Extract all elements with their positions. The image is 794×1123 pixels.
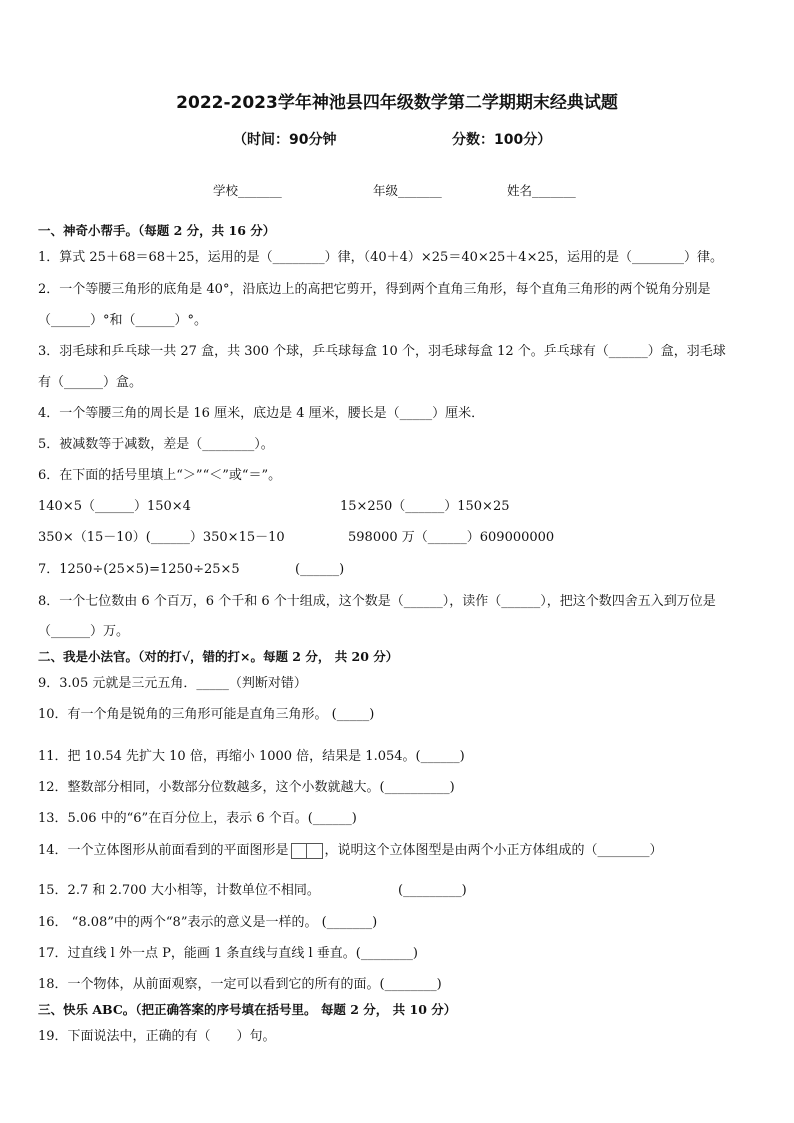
question-17: 17．过直线 l 外一点 P，能画 1 条直线与直线 l 垂直。(________) [38, 946, 418, 961]
question-6-item-c: 350×（15－10）(______）350×15－10 [38, 530, 285, 545]
question-9: 9．3.05 元就是三元五角．_____（判断对错） [38, 676, 307, 691]
question-15-answer-blank: (_________) [398, 883, 467, 898]
question-18: 18．一个物体，从前面观察，一定可以看到它的所有的面。(________) [38, 977, 442, 992]
question-1: 1．算式 25＋68＝68＋25，运用的是（________）律，（40＋4）×25＝40×25＋4×25，运用的是（________）律。 [38, 250, 724, 265]
school-field: 学校_______ [213, 183, 282, 198]
question-2-line-2: （______）°和（______）°。 [38, 313, 208, 328]
question-4: 4．一个等腰三角的周长是 16 厘米，底边是 4 厘米，腰长是（_____）厘米． [38, 406, 485, 421]
question-15: 15．2.7 和 2.700 大小相等，计数单位不相同。 [38, 883, 320, 898]
question-12: 12．整数部分相同，小数部分位数越多，这个小数就越大。(__________) [38, 780, 455, 795]
grade-field: 年级_______ [373, 183, 442, 198]
question-6-item-a: 140×5（______）150×4 [38, 499, 191, 514]
section-heading-2: 二、我是小法官。（对的打√，错的打×。每题 2 分， 共 20 分） [38, 649, 399, 664]
question-3-line-1: 3．羽毛球和乒乓球一共 27 盒，共 300 个球，乒乓球每盒 10 个，羽毛球每盒 12 个。乒乓球有（______）盒，羽毛球 [38, 344, 726, 359]
question-10: 10．有一个角是锐角的三角形可能是直角三角形。 (_____) [38, 707, 375, 722]
page-title: 2022-2023学年神池县四年级数学第二学期期末经典试题 [176, 93, 618, 113]
name-field: 姓名_______ [507, 183, 576, 198]
question-8-line-1: 8．一个七位数由 6 个百万，6 个千和 6 个十组成，这个数是（______），读作（______），把这个数四舍五入到万位是 [38, 594, 716, 609]
question-19: 19．下面说法中，正确的有（ ）句。 [38, 1029, 276, 1044]
two-cube-front-view-icon [291, 843, 323, 859]
question-5: 5．被减数等于减数，差是（________）。 [38, 437, 274, 452]
question-8-line-2: （______）万。 [38, 624, 130, 639]
question-16: 16． “8.08”中的两个“8”表示的意义是一样的。 (_______) [38, 915, 378, 930]
question-14-text-start: 14．一个立体图形从前面看到的平面图形是 [38, 843, 289, 858]
exam-score: 分数：100分） [452, 132, 552, 148]
question-7: 7．1250÷(25×5)=1250÷25×5 [38, 562, 240, 577]
question-3-line-2: 有（______）盒。 [38, 375, 143, 390]
question-11: 11．把 10.54 先扩大 10 倍，再缩小 1000 倍，结果是 1.054。(______) [38, 749, 465, 764]
section-heading-3: 三、快乐 ABC。（把正确答案的序号填在括号里。 每题 2 分， 共 10 分） [38, 1002, 457, 1017]
section-heading-1: 一、神奇小帮手。（每题 2 分，共 16 分） [38, 223, 276, 238]
question-6-item-b: 15×250（______）150×25 [340, 499, 510, 514]
question-6-item-d: 598000 万（______）609000000 [348, 530, 555, 545]
question-6: 6．在下面的括号里填上“＞”“＜”或“＝”。 [38, 468, 282, 483]
question-14-text-end: ，说明这个立体图型是由两个小正方体组成的（________） [324, 843, 663, 858]
question-13: 13．5.06 中的“6”在百分位上，表示 6 个百。(______) [38, 811, 357, 826]
exam-time: （时间：90分钟 [233, 132, 337, 148]
question-7-answer-blank: (______) [295, 562, 345, 577]
question-14 [38, 841, 663, 861]
question-2-line-1: 2．一个等腰三角形的底角是 40°，沿底边上的高把它剪开，得到两个直角三角形，每个直角三角形的两个锐角分别是 [38, 282, 711, 297]
